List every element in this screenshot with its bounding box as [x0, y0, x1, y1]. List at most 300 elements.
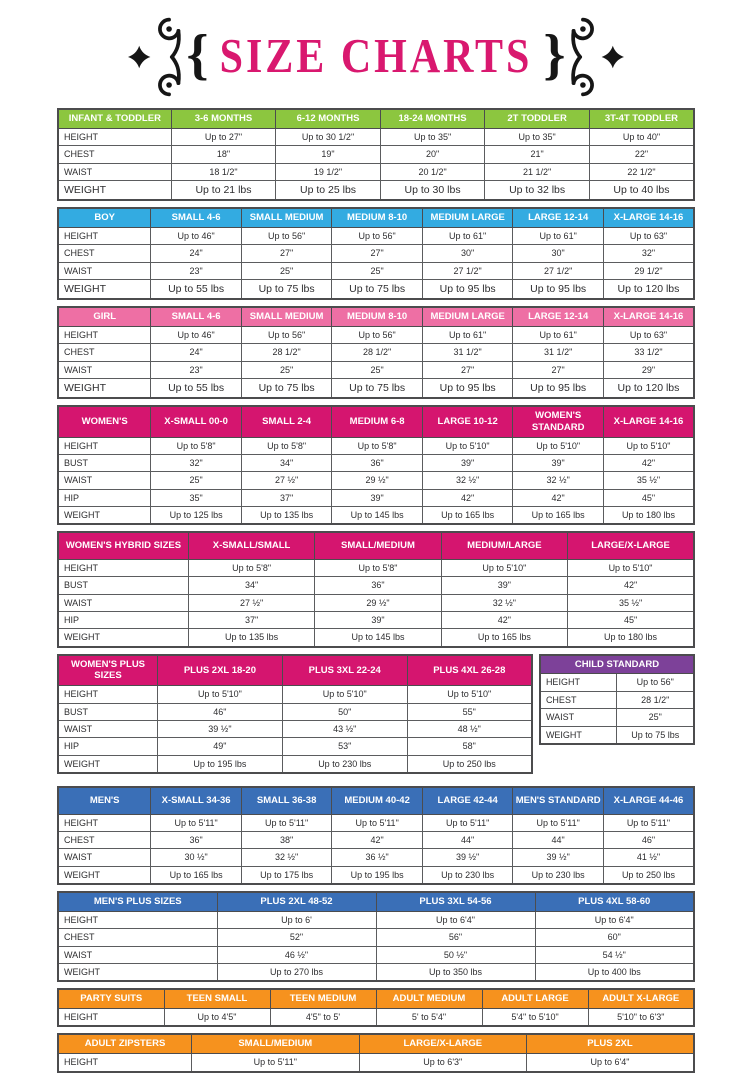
- row-label-cell: HEIGHT: [58, 1009, 164, 1027]
- table-row: [58, 721, 532, 738]
- table-row: [58, 472, 694, 489]
- measurement-cell: Up to 175 lbs: [241, 866, 332, 884]
- measurement-cell: Up to 145 lbs: [315, 629, 441, 647]
- row-label-cell: WAIST: [58, 849, 151, 866]
- star-swirl-ornament-icon: [568, 14, 624, 100]
- measurement-cell: 23": [151, 262, 242, 279]
- size-column-header: 18-24 MONTHS: [380, 109, 485, 128]
- measurement-cell: Up to 56": [332, 227, 423, 244]
- measurement-cell: 43 ½": [282, 721, 407, 738]
- measurement-cell: 30": [422, 245, 513, 262]
- measurement-cell: Up to 75 lbs: [332, 378, 423, 398]
- header-row: [58, 532, 694, 559]
- measurement-cell: 60": [535, 929, 694, 946]
- measurement-cell: 36 ½": [332, 849, 423, 866]
- table-title-cell: MEN'S: [58, 787, 151, 814]
- size-column-header: X-SMALL 34-36: [151, 787, 242, 814]
- measurement-cell: 21": [485, 146, 590, 163]
- measurement-cell: Up to 40": [589, 128, 694, 145]
- measurement-cell: 24": [151, 344, 242, 361]
- header-row: [58, 655, 532, 686]
- measurement-cell: Up to 250 lbs: [603, 866, 694, 884]
- measurement-cell: Up to 61": [422, 326, 513, 343]
- measurement-cell: 39": [441, 577, 567, 594]
- measurement-cell: Up to 230 lbs: [422, 866, 513, 884]
- row-label-cell: HEIGHT: [58, 686, 158, 703]
- measurement-cell: 42": [422, 489, 513, 506]
- row-label-cell: WAIST: [58, 472, 151, 489]
- table-row: [58, 326, 694, 343]
- header-row: [58, 109, 694, 128]
- table-row: [58, 489, 694, 506]
- mens-plus-sizes-table: [57, 891, 695, 982]
- table-row: [58, 262, 694, 279]
- table-title-cell: WOMEN'S: [58, 406, 151, 437]
- measurement-cell: 29 ½": [332, 472, 423, 489]
- measurement-cell: Up to 4'5": [164, 1009, 270, 1027]
- size-column-header: MEDIUM 8-10: [332, 208, 423, 227]
- boy-table: [57, 207, 695, 300]
- measurement-cell: Up to 75 lbs: [241, 378, 332, 398]
- four-point-star-icon: [602, 46, 624, 68]
- measurement-cell: Up to 55 lbs: [151, 279, 242, 299]
- measurement-cell: 32": [151, 455, 242, 472]
- size-column-header: WOMEN'S STANDARD: [513, 406, 604, 437]
- header-row: [58, 989, 694, 1008]
- size-column-header: X-SMALL/SMALL: [188, 532, 314, 559]
- measurement-cell: Up to 165 lbs: [441, 629, 567, 647]
- measurement-cell: 34": [188, 577, 314, 594]
- boy-chart: [57, 207, 695, 300]
- size-column-header: MEN'S STANDARD: [513, 787, 604, 814]
- table-title-cell: WOMEN'S PLUS SIZES: [58, 655, 158, 686]
- row-label-cell: HEIGHT: [58, 911, 217, 928]
- header-row: [58, 787, 694, 814]
- measurement-cell: 5'4" to 5'10": [482, 1009, 588, 1027]
- mens-plus-chart: [57, 891, 695, 982]
- table-title-cell: ADULT ZIPSTERS: [58, 1034, 192, 1053]
- measurement-cell: 36": [315, 577, 441, 594]
- measurement-cell: 58": [407, 738, 532, 755]
- measurement-cell: Up to 5'8": [241, 437, 332, 454]
- size-column-header: MEDIUM/LARGE: [441, 532, 567, 559]
- measurement-cell: 27": [513, 361, 604, 378]
- measurement-cell: 25": [241, 262, 332, 279]
- row-label-cell: WEIGHT: [58, 378, 151, 398]
- measurement-cell: 20 1/2": [380, 163, 485, 180]
- row-label-cell: WEIGHT: [58, 866, 151, 884]
- measurement-cell: 28 1/2": [617, 691, 694, 708]
- measurement-cell: 49": [158, 738, 283, 755]
- table-row: [58, 686, 532, 703]
- measurement-cell: 22": [589, 146, 694, 163]
- table-title-cell: INFANT & TODDLER: [58, 109, 171, 128]
- size-column-header: PLUS 2XL 48-52: [217, 892, 376, 911]
- table-title-cell: MEN'S PLUS SIZES: [58, 892, 217, 911]
- title-block: [57, 14, 695, 100]
- measurement-cell: 46": [158, 703, 283, 720]
- measurement-cell: 27 ½": [188, 594, 314, 611]
- table-row: [58, 437, 694, 454]
- row-label-cell: HEIGHT: [58, 1054, 192, 1072]
- size-column-header: PLUS 2XL: [527, 1034, 694, 1053]
- measurement-cell: 46 ½": [217, 946, 376, 963]
- size-column-header: LARGE 10-12: [422, 406, 513, 437]
- table-row: [58, 455, 694, 472]
- measurement-cell: 35 ½": [603, 472, 694, 489]
- measurement-cell: Up to 5'8": [151, 437, 242, 454]
- table-row: [58, 738, 532, 755]
- measurement-cell: Up to 5'11": [513, 814, 604, 831]
- girl-chart: [57, 306, 695, 399]
- measurement-cell: 48 ½": [407, 721, 532, 738]
- row-label-cell: WAIST: [58, 361, 151, 378]
- measurement-cell: 46": [603, 831, 694, 848]
- size-column-header: PLUS 3XL 22-24: [282, 655, 407, 686]
- measurement-cell: Up to 5'10": [422, 437, 513, 454]
- measurement-cell: Up to 5'10": [568, 559, 694, 576]
- measurement-cell: 39 ½": [422, 849, 513, 866]
- measurement-cell: Up to 195 lbs: [332, 866, 423, 884]
- measurement-cell: Up to 75 lbs: [241, 279, 332, 299]
- measurement-cell: Up to 61": [513, 227, 604, 244]
- size-column-header: MEDIUM LARGE: [422, 208, 513, 227]
- size-column-header: X-SMALL 00-0: [151, 406, 242, 437]
- party-suits-table: [57, 988, 695, 1027]
- adult-zipsters-chart: [57, 1033, 695, 1072]
- measurement-cell: 29": [603, 361, 694, 378]
- header-row: [540, 655, 694, 674]
- measurement-cell: 42": [441, 611, 567, 628]
- table-row: [540, 674, 694, 691]
- row-label-cell: HEIGHT: [58, 128, 171, 145]
- measurement-cell: 19": [276, 146, 381, 163]
- measurement-cell: Up to 145 lbs: [332, 507, 423, 525]
- measurement-cell: 45": [568, 611, 694, 628]
- row-label-cell: BUST: [58, 455, 151, 472]
- table-row: [58, 831, 694, 848]
- womens-hybrid-sizes-table: [57, 531, 695, 647]
- size-column-header: SMALL 36-38: [241, 787, 332, 814]
- womens-hybrid-chart: [57, 531, 695, 647]
- measurement-cell: 18": [171, 146, 276, 163]
- measurement-cell: Up to 6'4": [535, 911, 694, 928]
- measurement-cell: Up to 120 lbs: [603, 279, 694, 299]
- measurement-cell: 4'5" to 5': [270, 1009, 376, 1027]
- measurement-cell: 25": [332, 262, 423, 279]
- row-label-cell: WEIGHT: [58, 629, 188, 647]
- table-row: [58, 594, 694, 611]
- size-column-header: 3-6 MONTHS: [171, 109, 276, 128]
- measurement-cell: Up to 230 lbs: [282, 755, 407, 773]
- row-label-cell: WAIST: [58, 721, 158, 738]
- measurement-cell: 27": [332, 245, 423, 262]
- measurement-cell: Up to 46": [151, 326, 242, 343]
- size-column-header: MEDIUM 8-10: [332, 307, 423, 326]
- row-label-cell: WEIGHT: [58, 755, 158, 773]
- table-row: [540, 709, 694, 726]
- table-row: [58, 245, 694, 262]
- measurement-cell: Up to 61": [422, 227, 513, 244]
- womens-table: [57, 405, 695, 525]
- row-label-cell: WAIST: [58, 594, 188, 611]
- measurement-cell: 44": [422, 831, 513, 848]
- size-column-header: PLUS 4XL 58-60: [535, 892, 694, 911]
- measurement-cell: 56": [376, 929, 535, 946]
- row-label-cell: BUST: [58, 703, 158, 720]
- table-row: [58, 378, 694, 398]
- table-row: [58, 361, 694, 378]
- table-row: [540, 726, 694, 744]
- measurement-cell: Up to 56": [617, 674, 694, 691]
- row-label-cell: HEIGHT: [58, 814, 151, 831]
- infant-toddler-table: [57, 108, 695, 201]
- page-title: SIZE CHARTS: [219, 30, 533, 84]
- measurement-cell: Up to 6'4": [376, 911, 535, 928]
- measurement-cell: 34": [241, 455, 332, 472]
- row-label-cell: WAIST: [58, 262, 151, 279]
- mens-table: [57, 786, 695, 885]
- measurement-cell: 31 1/2": [513, 344, 604, 361]
- size-column-header: LARGE 12-14: [513, 307, 604, 326]
- measurement-cell: Up to 56": [241, 227, 332, 244]
- measurement-cell: 22 1/2": [589, 163, 694, 180]
- measurement-cell: Up to 135 lbs: [188, 629, 314, 647]
- measurement-cell: Up to 61": [513, 326, 604, 343]
- measurement-cell: 27": [241, 245, 332, 262]
- measurement-cell: 32 ½": [241, 849, 332, 866]
- measurement-cell: 45": [603, 489, 694, 506]
- table-row: [58, 814, 694, 831]
- measurement-cell: Up to 180 lbs: [568, 629, 694, 647]
- measurement-cell: 27": [422, 361, 513, 378]
- table-row: [58, 963, 694, 981]
- womens-plus-sizes-table: [57, 654, 533, 774]
- size-column-header: X-LARGE 44-46: [603, 787, 694, 814]
- measurement-cell: Up to 165 lbs: [513, 507, 604, 525]
- measurement-cell: Up to 30 1/2": [276, 128, 381, 145]
- measurement-cell: Up to 5'10": [441, 559, 567, 576]
- measurement-cell: 42": [603, 455, 694, 472]
- row-label-cell: CHEST: [540, 691, 617, 708]
- size-column-header: SMALL 2-4: [241, 406, 332, 437]
- measurement-cell: 25": [617, 709, 694, 726]
- measurement-cell: 35 ½": [568, 594, 694, 611]
- row-label-cell: HEIGHT: [58, 326, 151, 343]
- measurement-cell: Up to 46": [151, 227, 242, 244]
- measurement-cell: Up to 75 lbs: [332, 279, 423, 299]
- measurement-cell: 5' to 5'4": [376, 1009, 482, 1027]
- table-row: [58, 344, 694, 361]
- measurement-cell: Up to 21 lbs: [171, 180, 276, 200]
- measurement-cell: 32 ½": [422, 472, 513, 489]
- measurement-cell: Up to 35": [485, 128, 590, 145]
- header-row: [58, 208, 694, 227]
- table-row: [58, 1054, 694, 1072]
- measurement-cell: Up to 5'11": [422, 814, 513, 831]
- measurement-cell: Up to 5'8": [188, 559, 314, 576]
- measurement-cell: 41 ½": [603, 849, 694, 866]
- measurement-cell: Up to 5'8": [315, 559, 441, 576]
- measurement-cell: 21 1/2": [485, 163, 590, 180]
- header-row: [58, 406, 694, 437]
- measurement-cell: 20": [380, 146, 485, 163]
- size-column-header: X-LARGE 14-16: [603, 307, 694, 326]
- measurement-cell: 23": [151, 361, 242, 378]
- measurement-cell: 32": [603, 245, 694, 262]
- row-label-cell: CHEST: [58, 245, 151, 262]
- womens-chart: [57, 405, 695, 525]
- row-label-cell: WEIGHT: [58, 963, 217, 981]
- measurement-cell: 39 ½": [158, 721, 283, 738]
- measurement-cell: 29 1/2": [603, 262, 694, 279]
- row-label-cell: WEIGHT: [58, 507, 151, 525]
- size-column-header: LARGE 42-44: [422, 787, 513, 814]
- size-column-header: 6-12 MONTHS: [276, 109, 381, 128]
- table-row: [58, 611, 694, 628]
- measurement-cell: 35": [151, 489, 242, 506]
- measurement-cell: 53": [282, 738, 407, 755]
- size-column-header: LARGE/X-LARGE: [359, 1034, 526, 1053]
- measurement-cell: 39": [315, 611, 441, 628]
- measurement-cell: Up to 5'11": [241, 814, 332, 831]
- right-curly-brace: }: [543, 23, 566, 86]
- table-row: [58, 146, 694, 163]
- womens-plus-chart: [57, 654, 533, 774]
- table-row: [58, 929, 694, 946]
- row-label-cell: CHEST: [58, 344, 151, 361]
- table-row: [58, 227, 694, 244]
- size-column-header: MEDIUM 40-42: [332, 787, 423, 814]
- measurement-cell: Up to 400 lbs: [535, 963, 694, 981]
- measurement-cell: 27 1/2": [513, 262, 604, 279]
- measurement-cell: Up to 125 lbs: [151, 507, 242, 525]
- header-row: [58, 1034, 694, 1053]
- measurement-cell: Up to 5'10": [407, 686, 532, 703]
- row-label-cell: HIP: [58, 738, 158, 755]
- measurement-cell: Up to 5'10": [158, 686, 283, 703]
- measurement-cell: Up to 5'8": [332, 437, 423, 454]
- measurement-cell: Up to 5'11": [332, 814, 423, 831]
- table-row: [58, 703, 532, 720]
- size-column-header: X-LARGE 14-16: [603, 208, 694, 227]
- size-column-header: LARGE/X-LARGE: [568, 532, 694, 559]
- row-label-cell: HEIGHT: [58, 559, 188, 576]
- row-label-cell: HEIGHT: [58, 227, 151, 244]
- row-label-cell: HIP: [58, 611, 188, 628]
- measurement-cell: 42": [513, 489, 604, 506]
- size-charts: [57, 108, 695, 1073]
- measurement-cell: 55": [407, 703, 532, 720]
- row-label-cell: WEIGHT: [58, 279, 151, 299]
- measurement-cell: 5'10" to 6'3": [588, 1009, 694, 1027]
- measurement-cell: Up to 165 lbs: [422, 507, 513, 525]
- measurement-cell: Up to 75 lbs: [617, 726, 694, 744]
- measurement-cell: 30": [513, 245, 604, 262]
- measurement-cell: Up to 6'4": [527, 1054, 694, 1072]
- size-column-header: SMALL 4-6: [151, 307, 242, 326]
- size-column-header: 3T-4T TODDLER: [589, 109, 694, 128]
- measurement-cell: Up to 180 lbs: [603, 507, 694, 525]
- table-row: [58, 629, 694, 647]
- measurement-cell: Up to 95 lbs: [422, 279, 513, 299]
- child-standard-table: [539, 654, 695, 745]
- table-row: [58, 911, 694, 928]
- measurement-cell: Up to 350 lbs: [376, 963, 535, 981]
- row-label-cell: WAIST: [540, 709, 617, 726]
- infant-toddler-chart: [57, 108, 695, 201]
- row-label-cell: HEIGHT: [540, 674, 617, 691]
- measurement-cell: 32 ½": [513, 472, 604, 489]
- table-row: [58, 755, 532, 773]
- measurement-cell: 39 ½": [513, 849, 604, 866]
- table-title-cell: CHILD STANDARD: [540, 655, 694, 674]
- size-column-header: SMALL/MEDIUM: [315, 532, 441, 559]
- size-column-header: PLUS 3XL 54-56: [376, 892, 535, 911]
- measurement-cell: Up to 6': [217, 911, 376, 928]
- row-label-cell: CHEST: [58, 831, 151, 848]
- measurement-cell: 27 ½": [241, 472, 332, 489]
- row-label-cell: HEIGHT: [58, 437, 151, 454]
- table-title-cell: PARTY SUITS: [58, 989, 164, 1008]
- measurement-cell: 50 ½": [376, 946, 535, 963]
- measurement-cell: 42": [568, 577, 694, 594]
- row-label-cell: BUST: [58, 577, 188, 594]
- measurement-cell: Up to 55 lbs: [151, 378, 242, 398]
- four-point-star-icon: [128, 46, 150, 68]
- measurement-cell: 28 1/2": [241, 344, 332, 361]
- row-label-cell: WAIST: [58, 163, 171, 180]
- table-title-cell: GIRL: [58, 307, 151, 326]
- measurement-cell: 37": [241, 489, 332, 506]
- size-column-header: 2T TODDLER: [485, 109, 590, 128]
- measurement-cell: 25": [332, 361, 423, 378]
- header-row: [58, 892, 694, 911]
- measurement-cell: 39": [422, 455, 513, 472]
- adult-zipsters-table: [57, 1033, 695, 1072]
- size-column-header: TEEN MEDIUM: [270, 989, 376, 1008]
- table-row: [58, 128, 694, 145]
- measurement-cell: 30 ½": [151, 849, 242, 866]
- table-row: [58, 559, 694, 576]
- table-row: [58, 849, 694, 866]
- measurement-cell: Up to 5'11": [151, 814, 242, 831]
- measurement-cell: Up to 95 lbs: [513, 279, 604, 299]
- row-label-cell: CHEST: [58, 146, 171, 163]
- measurement-cell: Up to 6'3": [359, 1054, 526, 1072]
- table-row: [58, 946, 694, 963]
- header-row: [58, 307, 694, 326]
- measurement-cell: 36": [332, 455, 423, 472]
- measurement-cell: Up to 95 lbs: [422, 378, 513, 398]
- measurement-cell: Up to 25 lbs: [276, 180, 381, 200]
- measurement-cell: 44": [513, 831, 604, 848]
- measurement-cell: Up to 32 lbs: [485, 180, 590, 200]
- table-row: [58, 279, 694, 299]
- measurement-cell: 33 1/2": [603, 344, 694, 361]
- row-label-cell: WEIGHT: [540, 726, 617, 744]
- table-row: [58, 1009, 694, 1027]
- child-standard-chart: [539, 654, 695, 745]
- size-column-header: ADULT X-LARGE: [588, 989, 694, 1008]
- measurement-cell: 24": [151, 245, 242, 262]
- measurement-cell: Up to 30 lbs: [380, 180, 485, 200]
- measurement-cell: Up to 120 lbs: [603, 378, 694, 398]
- measurement-cell: 39": [513, 455, 604, 472]
- measurement-cell: 39": [332, 489, 423, 506]
- womens-plus-and-child-row: [57, 654, 695, 780]
- mens-chart: [57, 786, 695, 885]
